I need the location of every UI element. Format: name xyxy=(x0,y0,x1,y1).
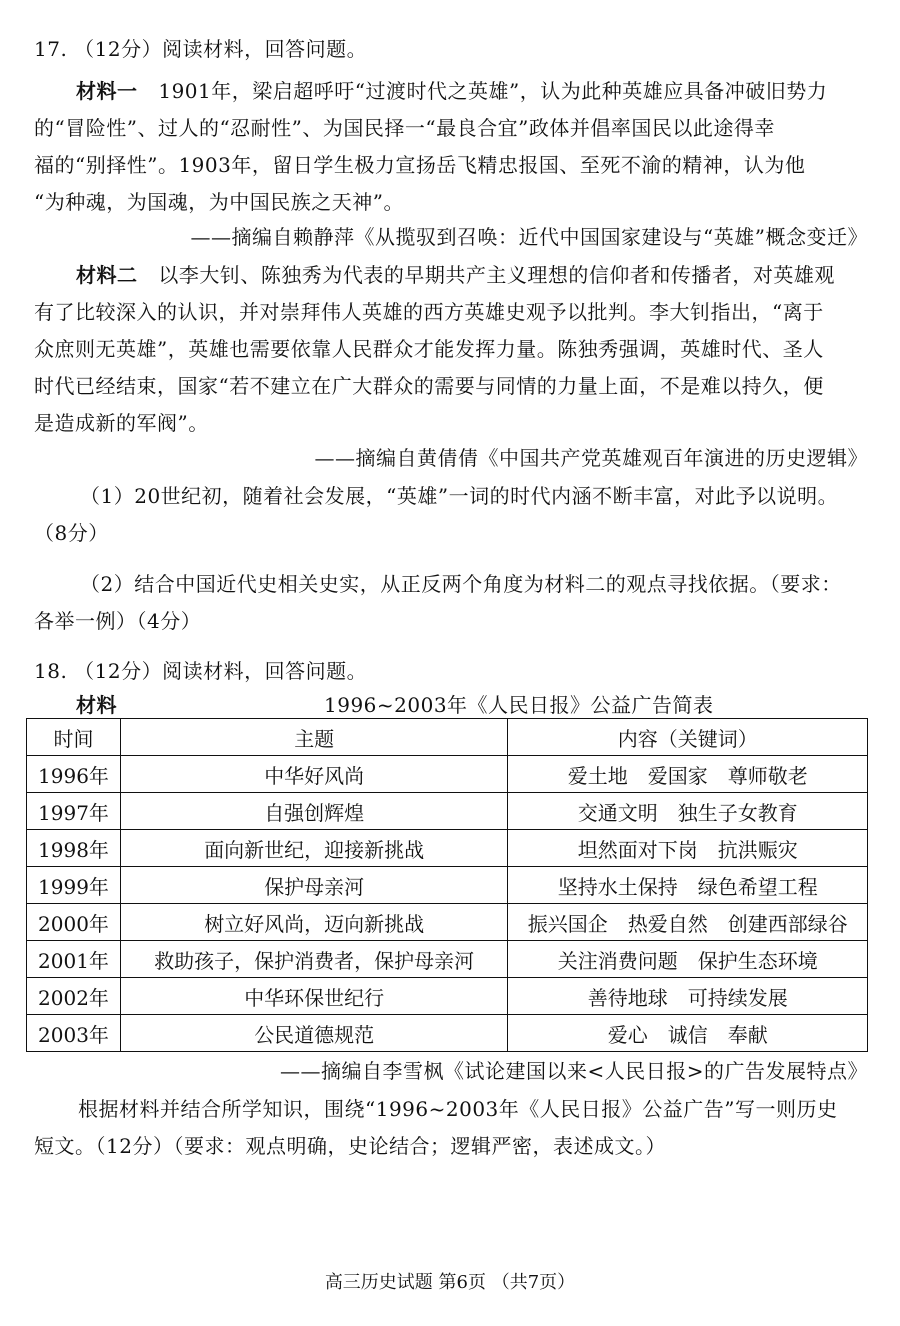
cell-year: 2002年 xyxy=(27,978,121,1015)
q18-heading: 18. （12分）阅读材料，回答问题。 xyxy=(34,659,368,683)
table-row xyxy=(27,867,868,904)
cell-theme: 公民道德规范 xyxy=(120,1015,508,1052)
q18-prompt-cont: 短文。（12分）（要求：观点明确，史论结合；逻辑严密，表述成文。） xyxy=(34,1134,666,1158)
q17-subquestion2: （2）结合中国近代史相关史实，从正反两个角度为材料二的观点寻找依据。（要求： xyxy=(80,572,842,596)
q17-heading: 17. （12分）阅读材料，回答问题。 xyxy=(34,37,368,61)
q17-material1-label: 材料一 xyxy=(76,79,138,103)
table-row xyxy=(27,941,868,978)
q17-subquestion2-cont: 各举一例）（4分） xyxy=(34,609,202,633)
q17-material1-text: 1901年，梁启超呼吁“过渡时代之英雄”，认为此种英雄应具备冲破旧势力 xyxy=(158,79,828,103)
cell-year: 1998年 xyxy=(27,830,121,867)
cell-theme: 面向新世纪，迎接新挑战 xyxy=(120,830,508,867)
cell-theme: 救助孩子，保护消费者，保护母亲河 xyxy=(120,941,508,978)
q17-subquestion1: （1）20世纪初，随着社会发展，“英雄”一词的时代内涵不断丰富，对此予以说明。 xyxy=(80,484,839,508)
cell-year: 1997年 xyxy=(27,793,121,830)
cell-keywords: 爱土地 爱国家 尊师敬老 xyxy=(508,756,868,793)
q17-material1-source: ——摘编自赖静萍《从揽驭到召唤：近代中国国家建设与“英雄”概念变迁》 xyxy=(190,225,868,249)
cell-year: 2003年 xyxy=(27,1015,121,1052)
table-row xyxy=(27,756,868,793)
cell-keywords: 善待地球 可持续发展 xyxy=(508,978,868,1015)
table-row xyxy=(27,1015,868,1052)
cell-year: 1999年 xyxy=(27,867,121,904)
page-footer: 高三历史试题 第6页 （共7页） xyxy=(324,1272,576,1293)
cell-year: 2000年 xyxy=(27,904,121,941)
table-row xyxy=(27,904,868,941)
q17-material2-line5: 是造成新的军阀”。 xyxy=(34,411,209,435)
ad-summary-table xyxy=(26,718,868,1052)
table-row xyxy=(27,978,868,1015)
q17-subquestion1-score: （8分） xyxy=(34,521,109,545)
cell-theme: 保护母亲河 xyxy=(120,867,508,904)
cell-keywords: 关注消费问题 保护生态环境 xyxy=(508,941,868,978)
q17-material1-line3: 福的“别择性”。1903年，留日学生极力宣扬岳飞精忠报国、至死不渝的精神，认为他 xyxy=(34,153,806,177)
cell-year: 2001年 xyxy=(27,941,121,978)
q18-source: ——摘编自李雪枫《试论建国以来<人民日报>的广告发展特点》 xyxy=(279,1059,868,1083)
q17-material1-line4: “为种魂，为国魂，为中国民族之天神”。 xyxy=(34,190,404,214)
q18-prompt: 根据材料并结合所学知识，围绕“1996~2003年《人民日报》公益广告”写一则历史 xyxy=(78,1097,838,1121)
header-theme: 主题 xyxy=(120,719,508,756)
table-header-row xyxy=(27,719,868,756)
cell-year: 1996年 xyxy=(27,756,121,793)
cell-theme: 树立好风尚，迈向新挑战 xyxy=(120,904,508,941)
header-time: 时间 xyxy=(27,719,121,756)
cell-theme: 中华好风尚 xyxy=(120,756,508,793)
cell-keywords: 坚持水土保持 绿色希望工程 xyxy=(508,867,868,904)
cell-theme: 中华环保世纪行 xyxy=(120,978,508,1015)
cell-keywords: 坦然面对下岗 抗洪赈灾 xyxy=(508,830,868,867)
q18-table-title: 1996~2003年《人民日报》公益广告简表 xyxy=(324,693,714,717)
q17-material1-line1 xyxy=(76,76,827,106)
cell-keywords: 交通文明 独生子女教育 xyxy=(508,793,868,830)
q17-material2-line1 xyxy=(76,260,835,290)
table-row xyxy=(27,793,868,830)
q17-material2-text: 以李大钊、陈独秀为代表的早期共产主义理想的信仰者和传播者，对英雄观 xyxy=(158,263,835,287)
q17-material2-line3: 众庶则无英雄”，英雄也需要依靠人民群众才能发挥力量。陈独秀强调，英雄时代、圣人 xyxy=(34,337,824,361)
header-content: 内容（关键词） xyxy=(508,719,868,756)
q17-material2-line4: 时代已经结束，国家“若不建立在广大群众的需要与同情的力量上面，不是难以持久，便 xyxy=(34,374,824,398)
cell-keywords: 振兴国企 热爱自然 创建西部绿谷 xyxy=(508,904,868,941)
q17-material2-source: ——摘编自黄倩倩《中国共产党英雄观百年演进的历史逻辑》 xyxy=(314,446,868,470)
q18-material-label: 材料 xyxy=(76,693,117,717)
table-row xyxy=(27,830,868,867)
q17-material2-label: 材料二 xyxy=(76,263,138,287)
cell-theme: 自强创辉煌 xyxy=(120,793,508,830)
q17-material2-line2: 有了比较深入的认识，并对崇拜伟人英雄的西方英雄史观予以批判。李大钊指出，“离于 xyxy=(34,300,824,324)
cell-keywords: 爱心 诚信 奉献 xyxy=(508,1015,868,1052)
q17-material1-line2: 的“冒险性”、过人的“忍耐性”、为国民择一“最良合宜”政体并倡率国民以此途得幸 xyxy=(34,116,775,140)
